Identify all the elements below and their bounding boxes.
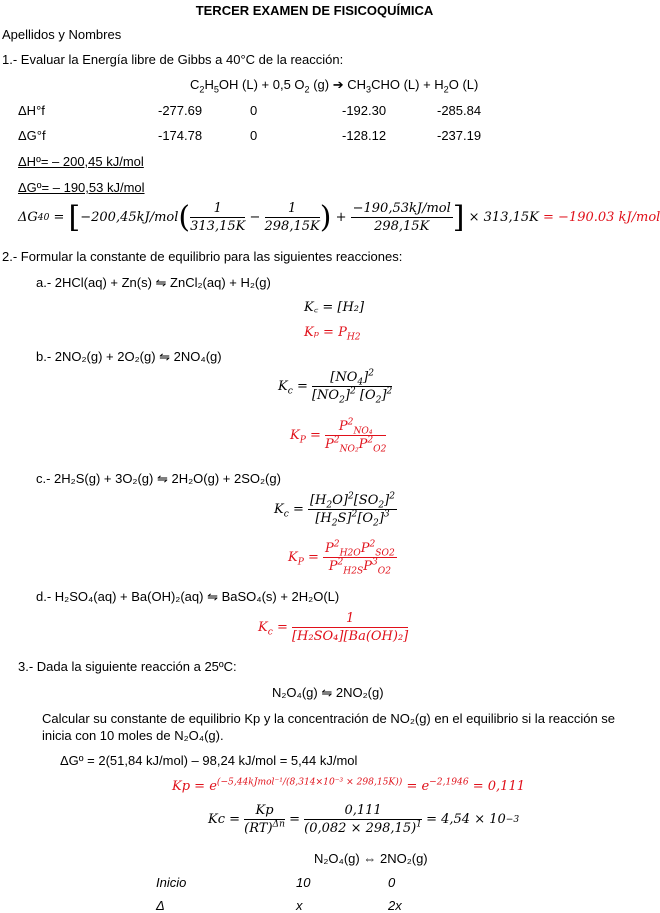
page-title: TERCER EXAMEN DE FISICOQUÍMICA bbox=[195, 3, 434, 18]
delta-g: ΔGº= – 190,53 kJ/mol bbox=[18, 180, 145, 195]
gibbs-result: = −190.03 kJ/mol bbox=[543, 210, 660, 225]
q2d-reaction: d.- H₂SO₄(aq) + Ba(OH)₂(aq) ⇋ BaSO₄(s) + 2H₂O(L) bbox=[36, 589, 340, 604]
row-label: ΔH°f bbox=[18, 103, 45, 118]
q2c-kc: $K_c$ = $\frac{[H_2O]^2[SO_2]^2}{[H_2S]^2[O_2]^3}$ bbox=[274, 491, 396, 529]
q1-question: 1.- Evaluar la Energía libre de Gibbs a 40°C de la reacción: bbox=[2, 52, 344, 67]
row-value: -285.84 bbox=[437, 103, 482, 118]
table-cell: 2x bbox=[388, 898, 402, 913]
table-cell: 0 bbox=[388, 875, 396, 890]
q2b-kc: $K_c$ = $\frac{[NO_4]^2}{[NO_2]^2 [O_2]^2}$ bbox=[278, 368, 393, 406]
table-cell: 10 bbox=[296, 875, 311, 890]
q2a-kp: $K_p = P_{H2}$ bbox=[304, 325, 361, 343]
row-value: 0 bbox=[250, 103, 258, 118]
row-value: -277.69 bbox=[158, 103, 203, 118]
q2b-kp: $K_P$ = $\frac{P^2_{NO_4}}{P^2_{NO_2}P^2_{O2}}$ bbox=[290, 417, 387, 455]
row-label: ΔG°f bbox=[18, 128, 46, 143]
arrow-icon: ➔ bbox=[332, 77, 344, 92]
row-value: 0 bbox=[250, 128, 258, 143]
table-cell: Δ bbox=[156, 898, 165, 913]
name-label: Apellidos y Nombres bbox=[2, 27, 122, 42]
row-value: -237.19 bbox=[437, 128, 482, 143]
q3-prompt-line2: inicia con 10 moles de N₂O₄(g). bbox=[42, 728, 224, 743]
table-cell: Inicio bbox=[156, 875, 187, 890]
q2a-reaction: a.- 2HCl(aq) + Zn(s) ⇋ ZnCl₂(aq) + H₂(g) bbox=[36, 275, 271, 290]
row-value: -174.78 bbox=[158, 128, 203, 143]
q1-reaction: $C_2H_5OH$ (L) + 0,5 $O_2$ (g) ➔ $CH_3CHO$ $(L) + H_2O$ (L) bbox=[190, 77, 479, 95]
q3-kc-equation: Kc = $\frac{Kp}{(RT)^{\Delta n}}$ = $\frac{0,111}{(0,082 \times 298,15)^1}$ = 4,54 × 10 −3 bbox=[208, 803, 520, 836]
q2c-reaction: c.- 2H₂S(g) + 3O₂(g) ⇋ 2H₂O(g) + 2SO₂(g) bbox=[36, 471, 281, 486]
delta-h: ΔHº= – 200,45 kJ/mol bbox=[18, 154, 144, 169]
row-value: -128.12 bbox=[342, 128, 387, 143]
q3-question: 3.- Dada la siguiente reacción a 25ºC: bbox=[18, 659, 237, 674]
q2-question: 2.- Formular la constante de equilibrio para las siguientes reacciones: bbox=[2, 249, 403, 264]
q2b-reaction: b.- 2NO₂(g) + 2O₂(g) ⇋ 2NO₄(g) bbox=[36, 349, 222, 364]
row-value: -192.30 bbox=[342, 103, 387, 118]
q3-prompt-line1: Calcular su constante de equilibrio Kp y la concentración de NO₂(g) en el equilibrio si la reacción se bbox=[42, 711, 616, 726]
q2a-kc: K꜀ = [H₂] bbox=[304, 300, 365, 315]
q3-table-reaction: N₂O₄(g) ⇔ 2NO₂(g) bbox=[314, 851, 428, 866]
q3-reaction: N₂O₄(g) ⇋ 2NO₂(g) bbox=[272, 685, 384, 700]
gibbs-equation: ΔG 40 = [ −200,45kJ/mol ( $\frac{1}{313,15K}$ − $\frac{1}{298,15K}$ ) + $\frac{\text{−190,53kJ/mol}}{298,15K}$ ] × 313,15K = −190.03 kJ/mol bbox=[18, 199, 660, 235]
q2c-kp: $K_P$ = $\frac{P^2_{H2O}P^2_{SO2}}{P^2_{H2S}P^3_{O2}}$ bbox=[288, 539, 395, 577]
q2d-kc: $K_c$ = $\frac{1}{\text{[H₂SO₄][Ba(OH)₂]}}$ bbox=[258, 611, 409, 644]
q3-delta-g: ΔGº = 2(51,84 kJ/mol) – 98,24 kJ/mol = 5,44 kJ/mol bbox=[60, 753, 358, 768]
table-cell: x bbox=[296, 898, 303, 913]
q3-kp-equation: $Kp = e^{(-5,44kJmol^{-1}/(8,314\times 10^{-3} \times 298,15K))} = e^{-2,1946} = 0,111$ bbox=[172, 777, 525, 794]
